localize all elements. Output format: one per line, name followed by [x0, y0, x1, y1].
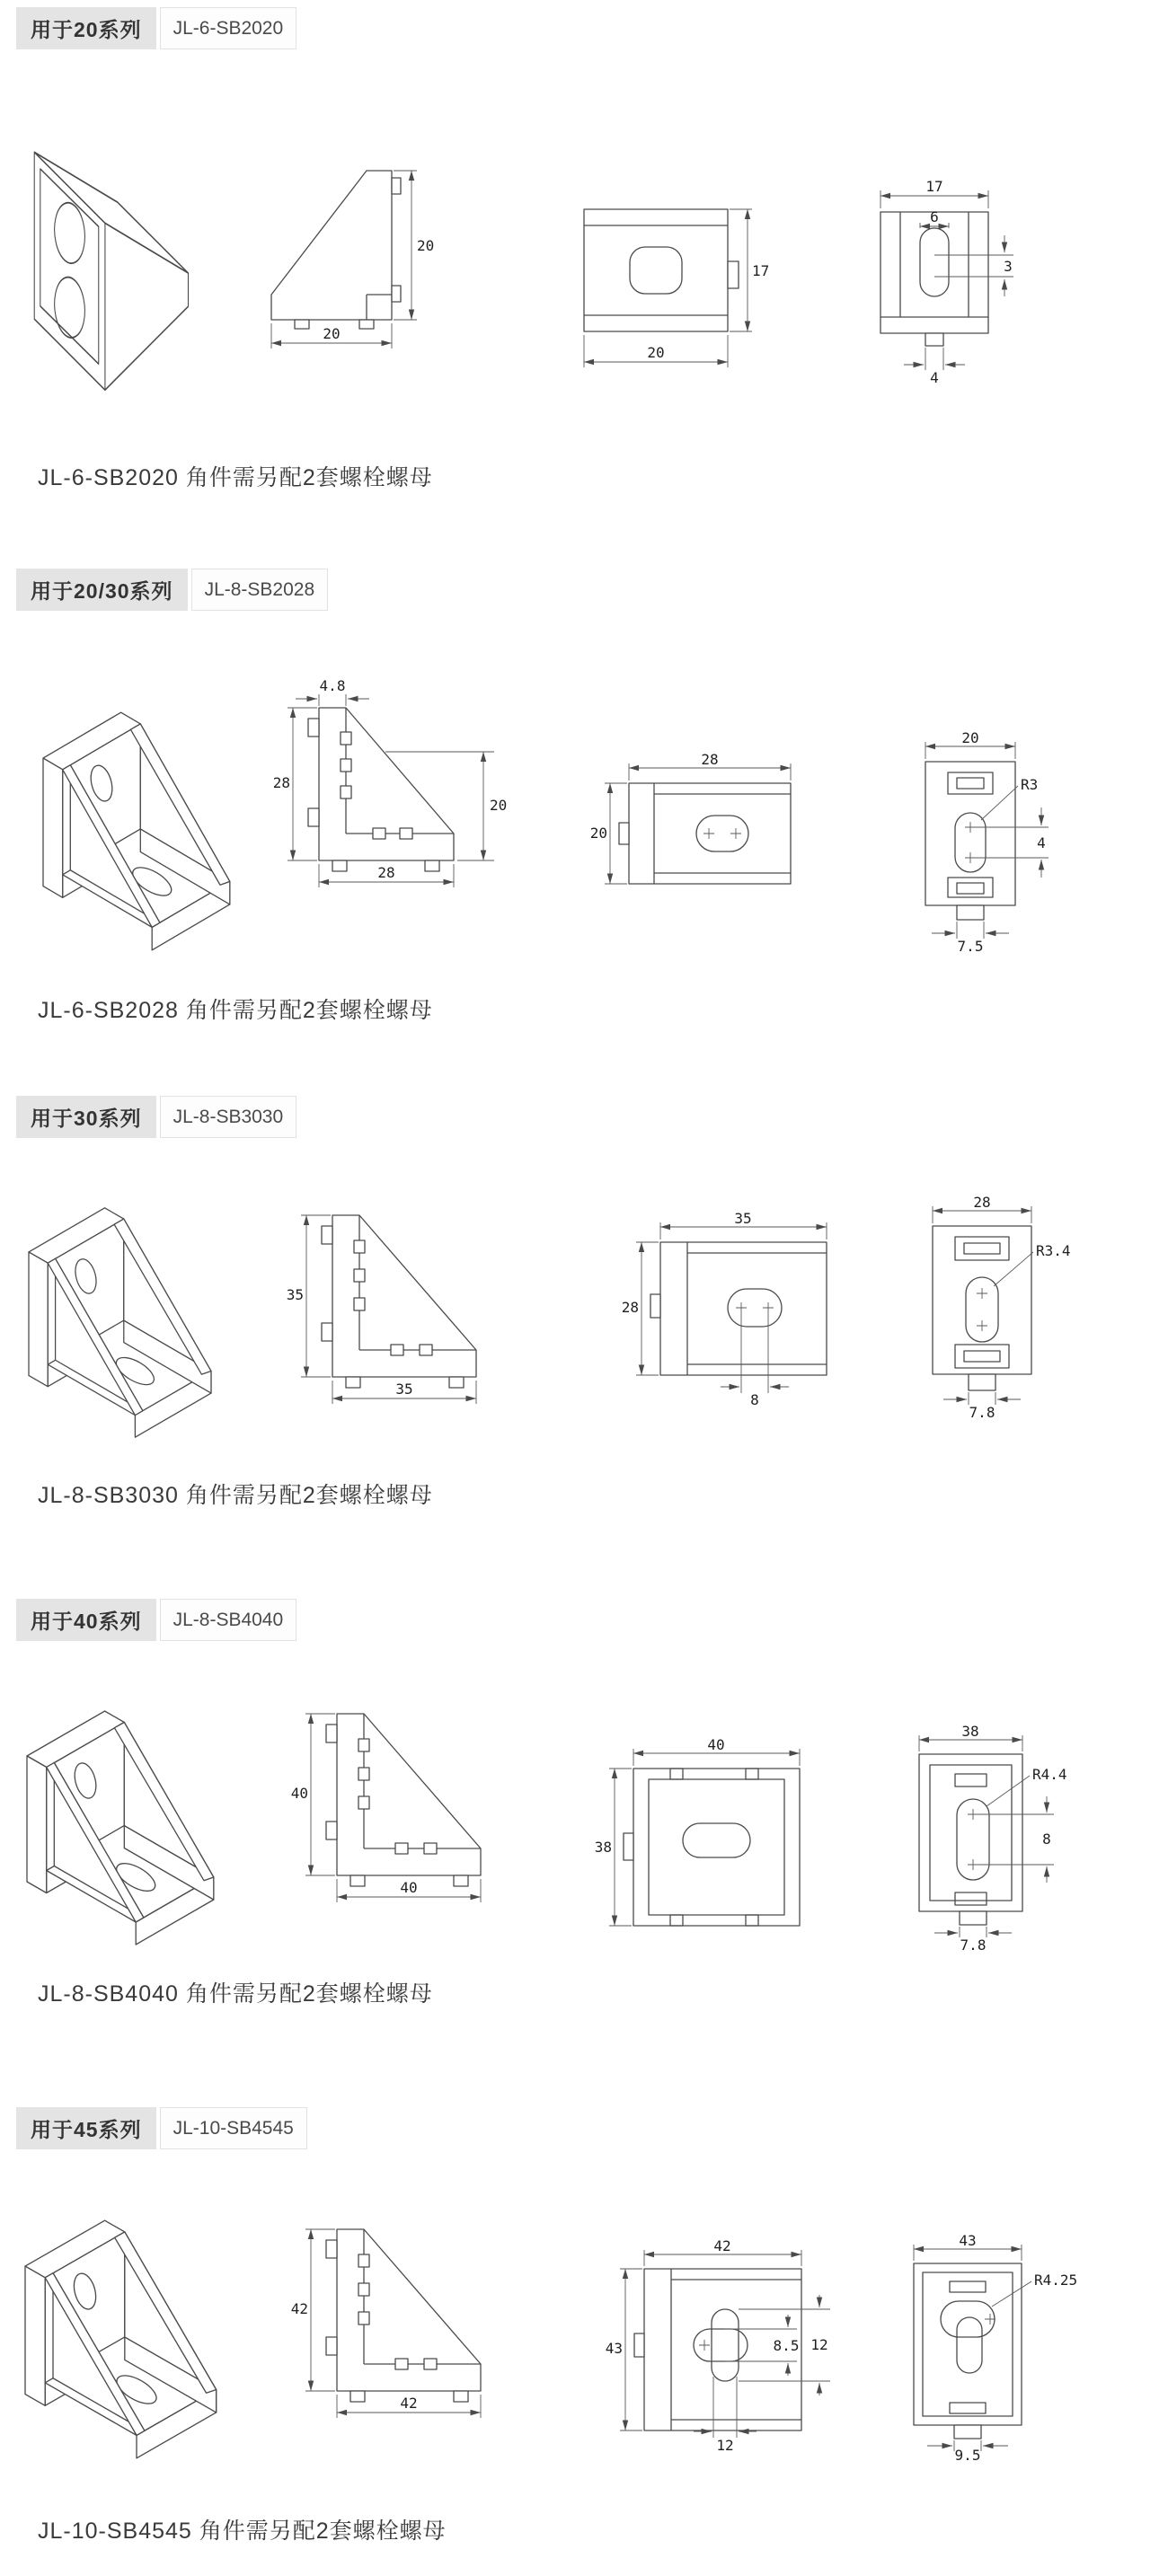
- dim-side-height: 28: [272, 774, 290, 791]
- front-view-sb4545: [604, 2237, 837, 2454]
- dim-boss-width: 7.8: [969, 1404, 995, 1421]
- dim-boss-width: 4: [930, 369, 939, 386]
- dim-side-height: 40: [290, 1785, 308, 1802]
- dim-end-width: 20: [961, 729, 979, 746]
- iso-view-sb2028: [43, 703, 236, 959]
- dim-slot-offset: 3: [1004, 258, 1013, 275]
- section-header-sb3030: [16, 1096, 296, 1138]
- dim-boss-width: 7.5: [957, 938, 984, 955]
- end-view-sb2028: [876, 730, 1069, 955]
- section-header-sb2028: [16, 569, 328, 611]
- dim-front-width: 42: [713, 2237, 731, 2254]
- iso-view-sb4545: [25, 2211, 223, 2467]
- dim-front-height: 38: [594, 1839, 612, 1856]
- section-header-sb4545: [16, 2107, 307, 2149]
- dim-side-width: 42: [400, 2395, 418, 2412]
- dim-slot-radius: R4.25: [1034, 2272, 1078, 2289]
- part-number-badge: JL-6-SB2020: [160, 7, 297, 49]
- dim-end-width: 17: [925, 178, 943, 195]
- dim-side-width: 20: [323, 325, 341, 342]
- series-label: 用于40系列: [16, 1599, 156, 1641]
- part-number-badge: JL-10-SB4545: [160, 2107, 307, 2149]
- side-view-sb4040: [288, 1687, 512, 1911]
- dim-slot-radius: R3.4: [1036, 1242, 1071, 1259]
- series-label: 用于20系列: [16, 7, 156, 49]
- end-view-sb4040: [870, 1723, 1081, 1954]
- part-number-badge: JL-8-SB3030: [160, 1096, 297, 1138]
- dim-front-width: 40: [707, 1736, 725, 1753]
- dim-front-height: 43: [605, 2340, 623, 2357]
- series-label: 用于20/30系列: [16, 569, 188, 611]
- end-view-sb4545: [864, 2232, 1080, 2464]
- dim-slot-radius: R3: [1021, 776, 1039, 793]
- iso-view-sb4040: [27, 1702, 220, 1954]
- dim-front-height: 17: [752, 262, 770, 279]
- dim-side-height: 42: [290, 2300, 308, 2317]
- dim-front-width: 35: [734, 1210, 752, 1227]
- caption-sb3030: JL-8-SB3030 角件需另配2套螺栓螺母: [38, 1483, 433, 1508]
- dim-hole-pitch: 8: [750, 1391, 759, 1408]
- side-view-sb2028: [265, 678, 512, 898]
- iso-view-sb2020: [27, 133, 193, 402]
- dim-slot-b: 12: [810, 2336, 828, 2353]
- dim-front-width: 28: [701, 751, 719, 768]
- series-label: 用于30系列: [16, 1096, 156, 1138]
- dim-slot-width: 6: [930, 208, 939, 225]
- end-view-sb2020: [854, 176, 1029, 392]
- dim-front-height: 28: [621, 1299, 639, 1316]
- front-view-sb3030: [620, 1210, 845, 1408]
- dim-front-height: 20: [589, 825, 607, 842]
- dim-front-width: 20: [647, 344, 665, 361]
- front-view-sb2020: [571, 182, 773, 389]
- dim-side-height: 35: [286, 1286, 304, 1303]
- caption-sb2028: JL-6-SB2028 角件需另配2套螺栓螺母: [38, 998, 433, 1023]
- dim-side-width: 40: [400, 1879, 418, 1896]
- series-label: 用于45系列: [16, 2107, 156, 2149]
- section-header-sb2020: [16, 7, 296, 49]
- dim-hole-pitch: 8: [1042, 1831, 1051, 1848]
- caption-sb4040: JL-8-SB4040 角件需另配2套螺栓螺母: [38, 1981, 433, 2007]
- dim-boss-width: 7.8: [960, 1936, 987, 1954]
- front-view-sb4040: [593, 1736, 818, 1941]
- dim-end-width: 28: [973, 1194, 991, 1211]
- dim-leg-height: 20: [490, 797, 508, 814]
- caption-sb4545: JL-10-SB4545 角件需另配2套螺栓螺母: [38, 2519, 447, 2544]
- dim-boss-width: 9.5: [954, 2447, 981, 2464]
- part-number-badge: JL-8-SB2028: [191, 569, 329, 611]
- dim-side-height: 20: [417, 237, 435, 254]
- dim-slot-radius: R4.4: [1032, 1766, 1067, 1783]
- front-view-sb2028: [588, 753, 813, 932]
- side-view-sb3030: [283, 1188, 508, 1413]
- dim-slot-c: 12: [716, 2437, 734, 2454]
- dim-end-width: 43: [959, 2232, 977, 2249]
- caption-sb2020: JL-6-SB2020 角件需另配2套螺栓螺母: [38, 465, 433, 490]
- dim-end-width: 38: [961, 1723, 979, 1740]
- dim-side-width: 28: [377, 864, 395, 881]
- iso-view-sb3030: [29, 1199, 217, 1446]
- side-view-sb4545: [288, 2202, 512, 2427]
- end-view-sb3030: [879, 1195, 1085, 1421]
- section-header-sb4040: [16, 1599, 296, 1641]
- dim-hole-pitch: 4: [1037, 834, 1046, 851]
- dim-slot-a: 8.5: [773, 2337, 800, 2354]
- dim-plate-thickness: 4.8: [319, 677, 346, 694]
- side-view-sb2020: [259, 160, 438, 362]
- part-number-badge: JL-8-SB4040: [160, 1599, 297, 1641]
- dim-side-width: 35: [395, 1381, 413, 1398]
